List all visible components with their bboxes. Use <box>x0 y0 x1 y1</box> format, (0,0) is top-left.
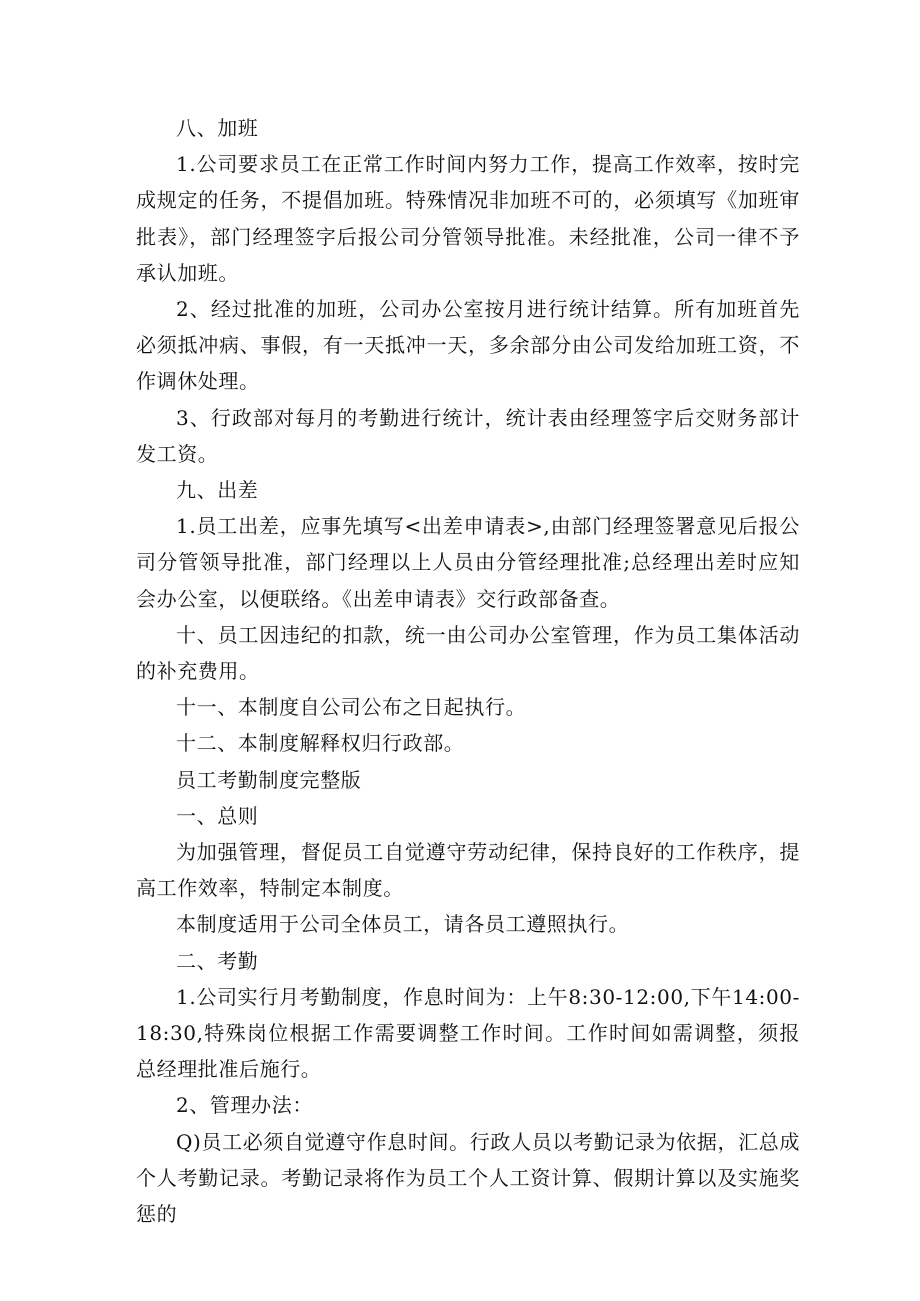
paragraph: 2、管理办法： <box>176 1093 313 1118</box>
paragraph: 1.员工出差，应事先填写<出差申请表>,由部门经理签署意见后报公司分管领导批准，部门经理以上人员由分管经理批准;总经理出差时应知会办公室，以便联络。《出差申请表》交行政部备查。 <box>136 514 800 611</box>
paragraph: 2、经过批准的加班，公司办公室按月进行统计结算。所有加班首先必须抵冲病、事假，有一天抵冲一天，多余部分由公司发给加班工资，不作调休处理。 <box>136 297 800 394</box>
section-heading-business-trip: 九、出差 <box>176 478 259 503</box>
paragraph: 十一、本制度自公司公布之日起执行。 <box>176 695 527 720</box>
paragraph: 本制度适用于公司全体员工，请各员工遵照执行。 <box>176 912 630 937</box>
paragraph: 十、员工因违纪的扣款，统一由公司办公室管理，作为员工集体活动的补充费用。 <box>136 622 800 684</box>
paragraph: Q)员工必须自觉遵守作息时间。行政人员以考勤记录为依据，汇总成个人考勤记录。考勤记录将作为员工个人工资计算、假期计算以及实施奖惩的 <box>136 1129 800 1227</box>
section-heading-attendance: 二、考勤 <box>176 948 259 973</box>
section-heading-general: 一、总则 <box>176 803 259 828</box>
paragraph: 1.公司要求员工在正常工作时间内努力工作，提高工作效率，按时完成规定的任务，不提倡加班。特殊情况非加班不可的，必须填写《加班审批表》，部门经理签字后报公司分管领导批准。未经批准，公司一律不予承认加班。 <box>136 152 800 285</box>
paragraph: 1.公司实行月考勤制度，作息时间为：上午8:30-12:00,下午14:00-18:30,特殊岗位根据工作需要调整工作时间。工作时间如需调整，须报总经理批准后施行。 <box>136 984 800 1082</box>
document-title: 员工考勤制度完整版 <box>176 767 362 792</box>
paragraph: 3、行政部对每月的考勤进行统计，统计表由经理签字后交财务部计发工资。 <box>136 405 800 466</box>
section-heading-overtime: 八、加班 <box>176 116 259 140</box>
document-body <box>136 110 800 1232</box>
paragraph: 为加强管理，督促员工自觉遵守劳动纪律，保持良好的工作秩序，提高工作效率，特制定本制度。 <box>136 840 800 901</box>
paragraph: 十二、本制度解释权归行政部。 <box>176 731 465 756</box>
